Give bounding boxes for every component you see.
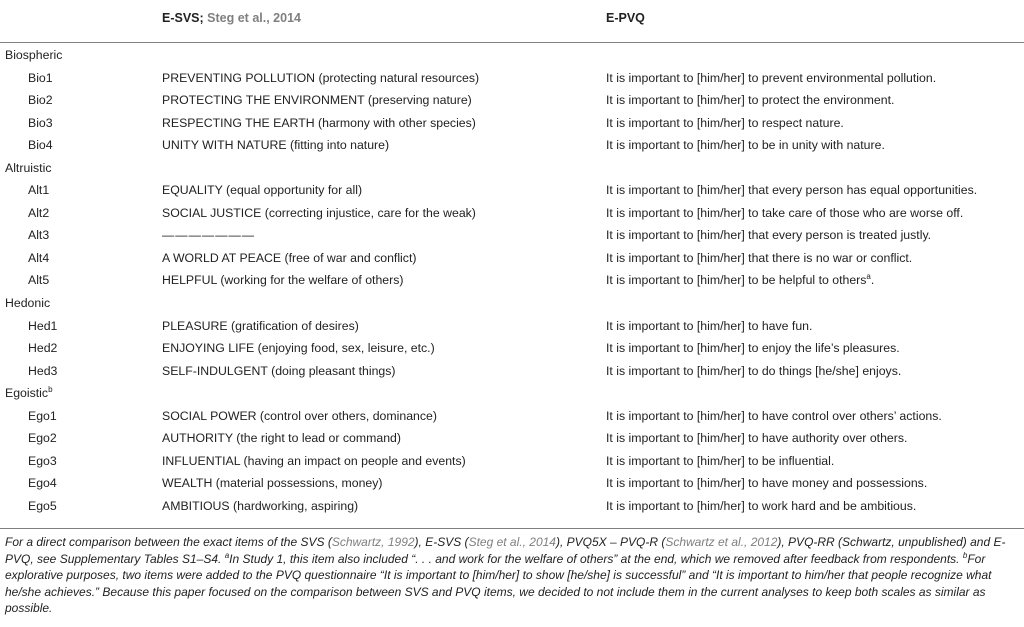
item-id: Ego4 xyxy=(28,476,57,491)
epvq-item xyxy=(606,251,912,265)
table-row xyxy=(0,450,1024,473)
epvq-item xyxy=(606,93,894,107)
item-id: Alt1 xyxy=(28,183,50,198)
table-row xyxy=(0,89,1024,112)
table-row xyxy=(0,224,1024,247)
footnote-marker-a: a xyxy=(224,550,230,560)
epvq-item xyxy=(606,341,900,355)
epvq-item-text: It is important to [him/her] to prevent environmental pollution. xyxy=(606,70,937,85)
table-row xyxy=(0,360,1024,383)
epvq-item-text: It is important to [him/her] that there is no war or conflict. xyxy=(606,250,913,265)
footnote-marker: b xyxy=(48,385,53,395)
esvs-item: UNITY WITH NATURE (fitting into nature) xyxy=(162,138,390,153)
epvq-item xyxy=(606,454,834,468)
item-id: Hed1 xyxy=(28,318,58,333)
epvq-item-text: It is important to [him/her] to have authority over others. xyxy=(606,431,908,446)
table-row xyxy=(0,179,1024,202)
epvq-item-text: It is important to [him/her] that every person is treated justly. xyxy=(606,228,932,243)
epvq-item-text: It is important to [him/her] to protect the environment. xyxy=(606,93,895,108)
epvq-item-text: It is important to [him/her] to have control over others’ actions. xyxy=(606,408,942,423)
item-id: Alt3 xyxy=(28,228,50,243)
table-bottom-rule xyxy=(0,528,1024,529)
item-id: Alt2 xyxy=(28,205,50,220)
epvq-item-text: It is important to [him/her] to do things [he/she] enjoys. xyxy=(606,363,902,378)
table-header xyxy=(0,0,1024,43)
group-label xyxy=(5,48,62,62)
esvs-item: RESPECTING THE EARTH (harmony with other species) xyxy=(162,115,476,130)
epvq-item xyxy=(606,319,812,333)
epvq-item-text: It is important to [him/her] to be in unity with nature. xyxy=(606,138,885,153)
table-row xyxy=(0,67,1024,90)
item-id: Hed2 xyxy=(28,341,58,356)
table-body xyxy=(0,44,1024,517)
group-row xyxy=(0,44,1024,67)
item-id: Bio3 xyxy=(28,115,53,130)
epvq-item xyxy=(606,431,907,445)
footnote-text: For explorative purposes, two items were added to the PVQ questionnaire “It is important to [him/her] to show [he/she] is successful” and “It is important to him/her that people recognize what he/she achieves.” Because this paper focused on the comparison between SVS and PVQ items, we decided to not include them in the current analyses to keep both scales as similar as possible. xyxy=(5,551,992,615)
table-row xyxy=(0,495,1024,518)
footnote-text: ), PVQ5X – PVQ-R ( xyxy=(555,535,666,549)
group-row xyxy=(0,157,1024,180)
epvq-item-text: It is important to [him/her] to have fun. xyxy=(606,318,813,333)
table-row xyxy=(0,315,1024,338)
epvq-item-text: It is important to [him/her] that every person has equal opportunities. xyxy=(606,183,978,198)
footnote-marker-b: b xyxy=(962,550,968,560)
table-row xyxy=(0,472,1024,495)
epvq-item xyxy=(606,273,874,287)
esvs-item: SOCIAL POWER (control over others, dominance) xyxy=(162,408,437,423)
epvq-item xyxy=(606,206,963,220)
esvs-item: PREVENTING POLLUTION (protecting natural resources) xyxy=(162,70,480,85)
footnote-text: ), PVQ-RR (Schwartz, unpublished) and E-PVQ, see Supplementary Tables S1–S4. xyxy=(5,535,1006,566)
epvq-item xyxy=(606,409,942,423)
esvs-item: A WORLD AT PEACE (free of war and conflict) xyxy=(162,250,417,265)
table-footnote xyxy=(5,534,1020,617)
esvs-item: EQUALITY (equal opportunity for all) xyxy=(162,183,363,198)
epvq-item-text: It is important to [him/her] to be influential. xyxy=(606,453,835,468)
item-id: Ego5 xyxy=(28,498,57,513)
item-id: Ego2 xyxy=(28,431,57,446)
esvs-item: WEALTH (material possessions, money) xyxy=(162,476,383,491)
column-header-esvs-label: E-SVS; xyxy=(162,11,204,25)
column-header-esvs-citation[interactable]: Steg et al., 2014 xyxy=(207,11,301,25)
footnote-reference-link[interactable]: Steg et al., 2014 xyxy=(468,535,556,549)
esvs-item: PROTECTING THE ENVIRONMENT (preserving nature) xyxy=(162,93,472,108)
item-id: Alt5 xyxy=(28,273,50,288)
table-row xyxy=(0,337,1024,360)
footnote-reference-link[interactable]: Schwartz, 1992 xyxy=(331,535,415,549)
esvs-item: AMBITIOUS (hardworking, aspiring) xyxy=(162,498,359,513)
group-label-text: Altruistic xyxy=(5,160,52,175)
table-row xyxy=(0,112,1024,135)
column-header-esvs xyxy=(162,11,301,25)
epvq-item-text: It is important to [him/her] to work hard and be ambitious. xyxy=(606,498,917,513)
footnote-marker: a xyxy=(866,272,871,282)
group-row xyxy=(0,292,1024,315)
epvq-item xyxy=(606,499,916,513)
group-label xyxy=(5,386,53,400)
epvq-item-text: It is important to [him/her] to take care of those who are worse off. xyxy=(606,205,964,220)
group-label-text: Hedonic xyxy=(5,296,51,311)
epvq-item xyxy=(606,71,936,85)
group-label xyxy=(5,161,51,175)
esvs-item: PLEASURE (gratification of desires) xyxy=(162,318,359,333)
item-id: Bio2 xyxy=(28,93,53,108)
esvs-item: AUTHORITY (the right to lead or command) xyxy=(162,431,401,446)
group-label-text: Biospheric xyxy=(5,48,63,62)
epvq-item-text: It is important to [him/her] to enjoy the life’s pleasures. xyxy=(606,341,900,356)
epvq-item-text: It is important to [him/her] to respect nature. xyxy=(606,115,844,130)
epvq-item-text: It is important to [him/her] to have money and possessions. xyxy=(606,476,928,491)
item-id: Alt4 xyxy=(28,250,50,265)
item-id: Ego3 xyxy=(28,453,57,468)
epvq-item-text: It is important to [him/her] to be helpful to others xyxy=(606,273,867,288)
table-row xyxy=(0,269,1024,292)
epvq-item xyxy=(606,228,931,242)
esvs-item: ——————— xyxy=(162,228,256,243)
group-row xyxy=(0,382,1024,405)
footnote-text: ), E-SVS ( xyxy=(414,535,469,549)
table-row xyxy=(0,427,1024,450)
column-header-epvq: E-PVQ xyxy=(606,11,645,25)
epvq-item xyxy=(606,116,844,130)
item-id: Hed3 xyxy=(28,363,58,378)
footnote-reference-link[interactable]: Schwartz et al., 2012 xyxy=(665,535,778,549)
esvs-item: INFLUENTIAL (having an impact on people and events) xyxy=(162,453,466,468)
item-id: Ego1 xyxy=(28,408,57,423)
footnote-text: In Study 1, this item also included “. . . and work for the welfare of others” at the end, which we removed after feedback from respondents. xyxy=(229,551,963,566)
esvs-item: ENJOYING LIFE (enjoying food, sex, leisure, etc.) xyxy=(162,341,435,356)
epvq-item xyxy=(606,138,885,152)
epvq-item-end: . xyxy=(870,273,875,288)
item-id: Bio1 xyxy=(28,70,53,85)
epvq-item xyxy=(606,183,977,197)
group-label xyxy=(5,296,50,310)
table-row xyxy=(0,134,1024,157)
table-row xyxy=(0,247,1024,270)
esvs-item: SELF-INDULGENT (doing pleasant things) xyxy=(162,363,396,378)
esvs-item: HELPFUL (working for the welfare of others) xyxy=(162,273,404,288)
esvs-item: SOCIAL JUSTICE (correcting injustice, care for the weak) xyxy=(162,205,476,220)
footnote-text: For a direct comparison between the exact items of the SVS ( xyxy=(5,535,332,549)
item-id: Bio4 xyxy=(28,138,53,153)
table-row xyxy=(0,202,1024,225)
epvq-item xyxy=(606,364,901,378)
table-row xyxy=(0,405,1024,428)
group-label-text: Egoistic xyxy=(5,386,49,401)
epvq-item xyxy=(606,476,927,490)
